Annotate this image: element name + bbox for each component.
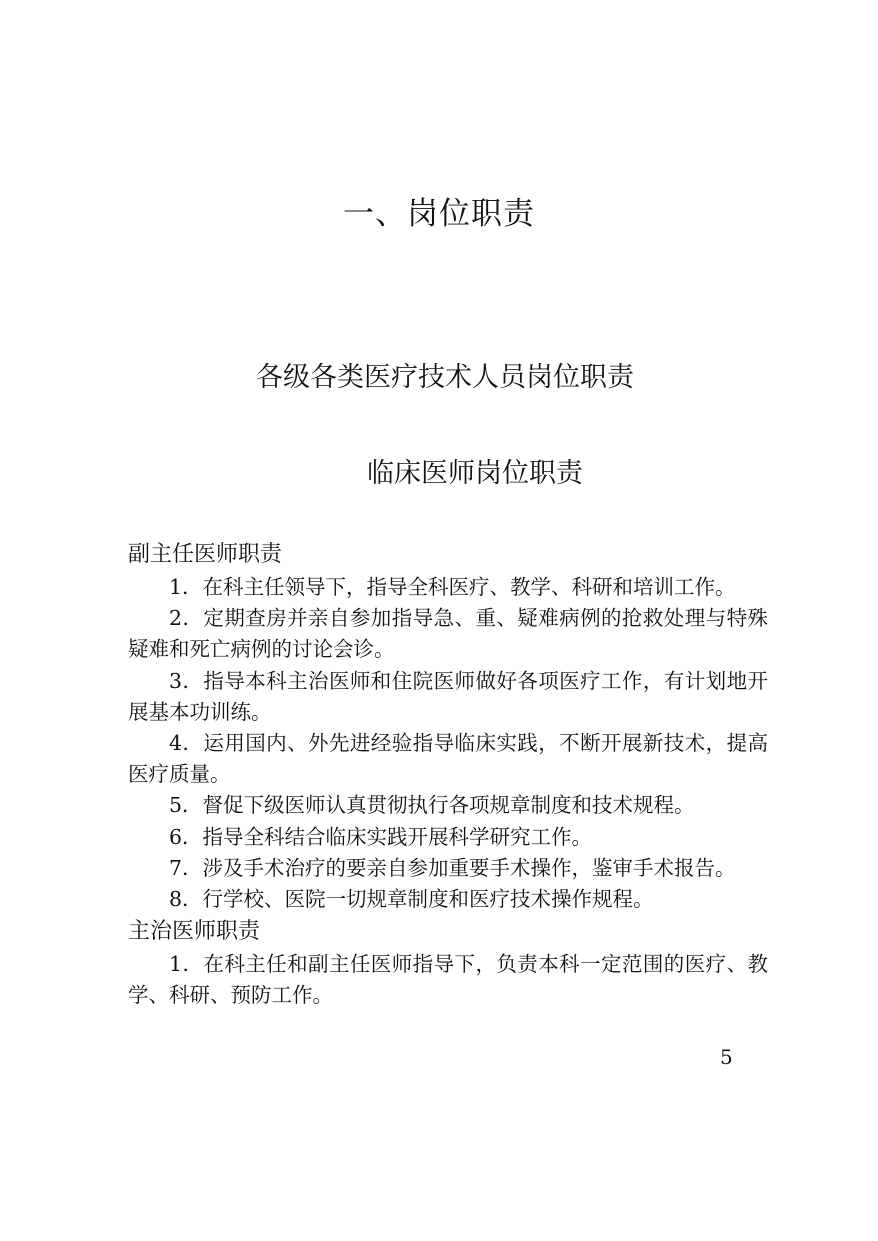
chapter-title: 各级各类医疗技术人员岗位职责 <box>256 362 634 393</box>
duty-section-attending <box>128 915 768 1011</box>
section-heading: 副主任医师职责 <box>128 542 283 567</box>
list-item: 6．指导全科结合临床实践开展科学研究工作。 <box>169 824 593 849</box>
part-title: 一、岗位职责 <box>343 196 535 232</box>
list-item: 8．行学校、医院一切规章制度和医疗技术操作规程。 <box>169 887 654 912</box>
list-item: 3．指导本科主治医师和住院医师做好各项医疗工作，有计划地开展基本功训练。 <box>128 668 768 724</box>
list-item: 2．定期查房并亲自参加指导急、重、疑难病例的抢救处理与特殊疑难和死亡病例的讨论会诊。 <box>128 606 768 662</box>
page-number: 5 <box>720 1045 733 1069</box>
list-item: 1．在科主任和副主任医师指导下，负责本科一定范围的医疗、教学、科研、预防工作。 <box>128 952 768 1008</box>
duty-section-associate-chief <box>128 538 768 915</box>
section-title: 临床医师岗位职责 <box>367 458 583 489</box>
list-item: 1．在科主任领导下，指导全科医疗、教学、科研和培训工作。 <box>169 575 736 599</box>
document-body <box>128 538 768 1012</box>
list-item: 4．运用国内、外先进经验指导临床实践，不断开展新技术，提高医疗质量。 <box>128 731 768 787</box>
section-heading: 主治医师职责 <box>128 919 261 945</box>
list-item: 7．涉及手术治疗的要亲自参加重要手术操作，鉴审手术报告。 <box>169 855 736 880</box>
list-item: 5．督促下级医师认真贯彻执行各项规章制度和技术规程。 <box>169 793 695 818</box>
